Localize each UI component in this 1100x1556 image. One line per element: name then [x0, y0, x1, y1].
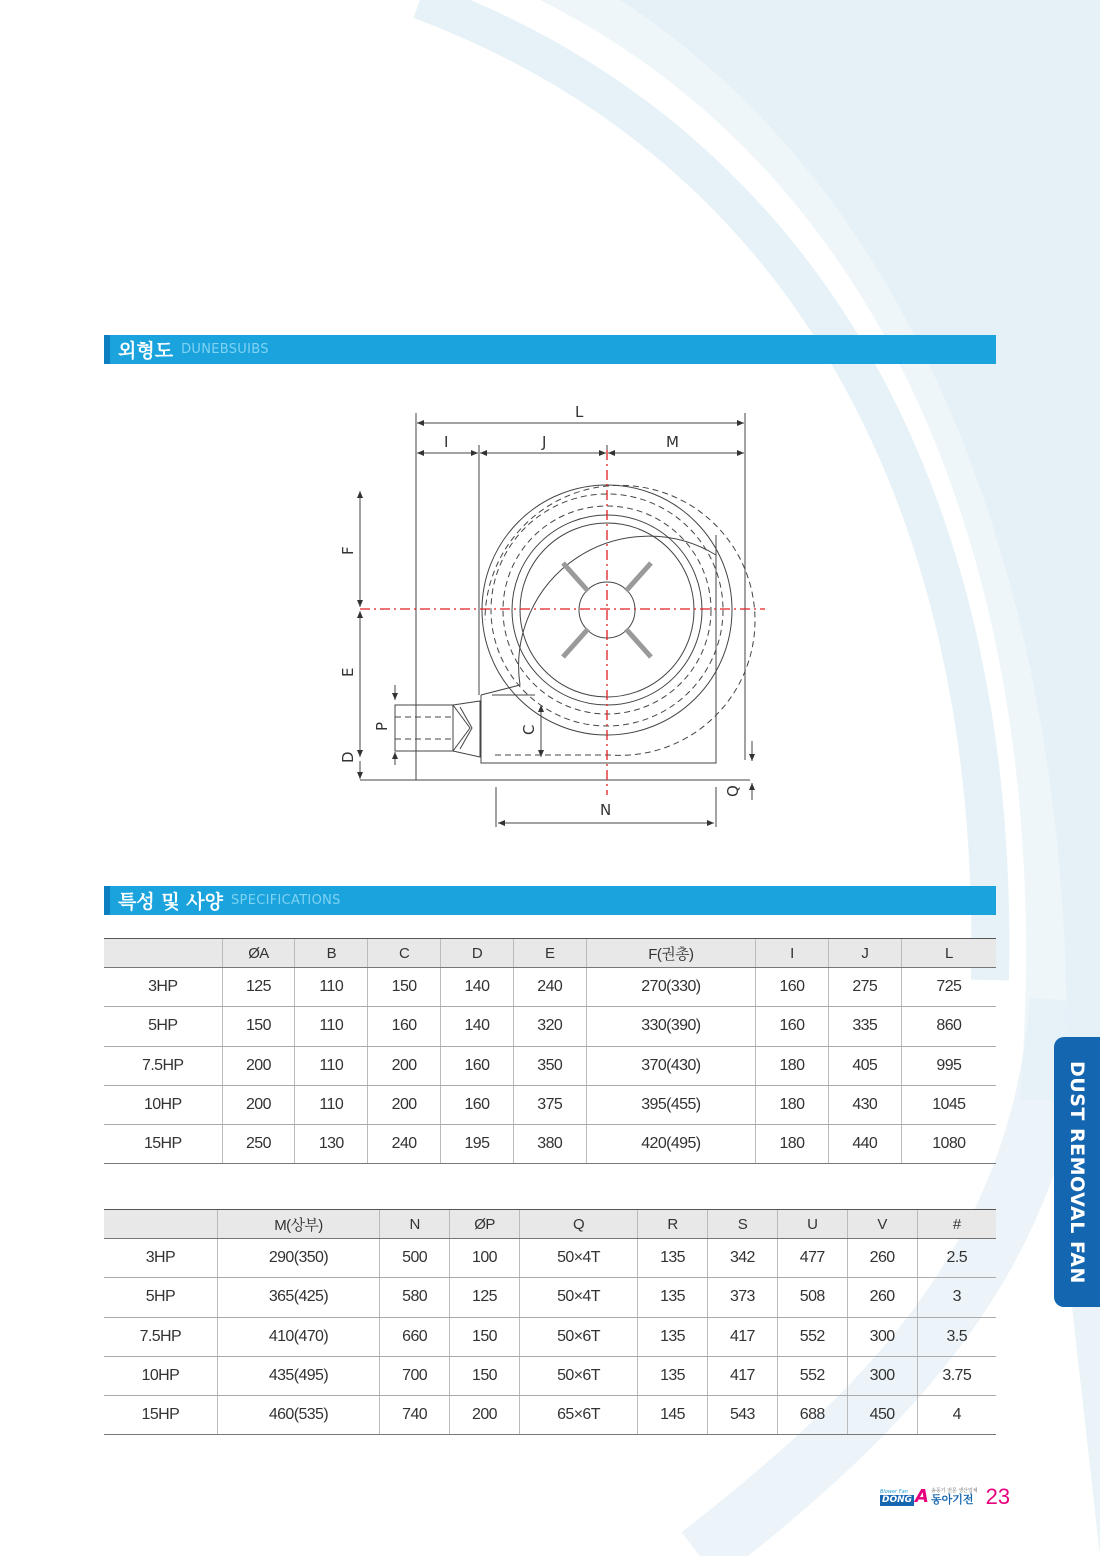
dim-label-J: J [542, 433, 547, 451]
table-cell: 460(535) [217, 1396, 379, 1435]
column-header: D [441, 939, 514, 968]
dim-label-L: L [575, 403, 584, 421]
table-cell: 100 [450, 1239, 520, 1278]
table-cell: 240 [513, 968, 586, 1007]
table-cell: 200 [222, 1046, 295, 1085]
table-cell: 373 [707, 1278, 777, 1317]
table-cell: 380 [513, 1125, 586, 1164]
table-cell: 150 [222, 1007, 295, 1046]
table-cell: 500 [380, 1239, 450, 1278]
table-cell: 110 [295, 1046, 368, 1085]
row-model: 15HP [104, 1396, 217, 1435]
table-cell: 50×6T [519, 1356, 637, 1395]
dim-label-E: E [339, 667, 357, 677]
table-cell: 250 [222, 1125, 295, 1164]
table-row [104, 1239, 996, 1278]
dust-removal-fan-tab [1054, 1037, 1100, 1307]
column-header: V [847, 1210, 917, 1239]
dim-label-F: F [339, 546, 357, 555]
table-cell: 440 [828, 1125, 901, 1164]
table-cell: 160 [756, 1007, 829, 1046]
spec-table-2 [104, 1209, 996, 1435]
table-cell: 130 [295, 1125, 368, 1164]
table-cell: 417 [707, 1317, 777, 1356]
table-cell: 3 [917, 1278, 996, 1317]
row-model: 5HP [104, 1278, 217, 1317]
spec-table-2-header [104, 1210, 996, 1239]
table-cell: 300 [847, 1356, 917, 1395]
table-cell: 160 [441, 1046, 514, 1085]
table-cell: 150 [450, 1356, 520, 1395]
table-cell: 365(425) [217, 1278, 379, 1317]
table-cell: 3.75 [917, 1356, 996, 1395]
table-cell: 240 [368, 1125, 441, 1164]
table-cell: 3.5 [917, 1317, 996, 1356]
column-header: N [380, 1210, 450, 1239]
table-cell: 200 [450, 1396, 520, 1435]
dim-label-C: C [520, 724, 538, 735]
table-cell: 375 [513, 1085, 586, 1124]
table-cell: 330(390) [586, 1007, 755, 1046]
row-model: 10HP [104, 1085, 222, 1124]
outline-title-en: DUNEBSUIBS [181, 342, 269, 357]
donga-logo [880, 1488, 978, 1506]
table-cell: 320 [513, 1007, 586, 1046]
table-cell: 688 [777, 1396, 847, 1435]
table-cell: 200 [222, 1085, 295, 1124]
table-cell: 65×6T [519, 1396, 637, 1435]
dim-label-P: P [373, 721, 391, 731]
table-cell: 195 [441, 1125, 514, 1164]
table-cell: 700 [380, 1356, 450, 1395]
column-header: L [901, 939, 996, 968]
side-tab-label: DUST REMOVAL FAN [1066, 1060, 1088, 1284]
table-cell: 135 [638, 1239, 708, 1278]
table-cell: 660 [380, 1317, 450, 1356]
column-header: B [295, 939, 368, 968]
row-model: 7.5HP [104, 1317, 217, 1356]
dim-label-M: M [666, 433, 679, 451]
column-header: Q [519, 1210, 637, 1239]
table-cell: 150 [368, 968, 441, 1007]
footer [880, 1484, 1010, 1510]
table-cell: 110 [295, 1085, 368, 1124]
table-cell: 580 [380, 1278, 450, 1317]
column-header: J [828, 939, 901, 968]
specs-title-en: SPECIFICATIONS [231, 893, 341, 908]
fan-outline-drawing [320, 395, 790, 835]
dim-label-N: N [600, 801, 612, 819]
table-cell: 370(430) [586, 1046, 755, 1085]
column-header [104, 939, 222, 968]
table-cell: 180 [756, 1125, 829, 1164]
table-cell: 150 [450, 1317, 520, 1356]
column-header: U [777, 1210, 847, 1239]
table-cell: 740 [380, 1396, 450, 1435]
logo-slogan: 송풍기 전문 생산업체 [930, 1488, 978, 1494]
table-cell: 543 [707, 1396, 777, 1435]
row-model: 10HP [104, 1356, 217, 1395]
dim-label-I: I [444, 433, 449, 451]
column-header: M(상부) [217, 1210, 379, 1239]
table-cell: 180 [756, 1085, 829, 1124]
table-cell: 160 [368, 1007, 441, 1046]
table-cell: 125 [222, 968, 295, 1007]
table-cell: 725 [901, 968, 996, 1007]
table-row [104, 1396, 996, 1435]
table-cell: 342 [707, 1239, 777, 1278]
column-header: ØP [450, 1210, 520, 1239]
table-cell: 200 [368, 1046, 441, 1085]
table-cell: 860 [901, 1007, 996, 1046]
table-cell: 160 [756, 968, 829, 1007]
table-cell: 260 [847, 1278, 917, 1317]
table-cell: 125 [450, 1278, 520, 1317]
table-cell: 435(495) [217, 1356, 379, 1395]
row-model: 5HP [104, 1007, 222, 1046]
row-model: 3HP [104, 1239, 217, 1278]
table-cell: 1045 [901, 1085, 996, 1124]
logo-dong: DONG [882, 1495, 913, 1505]
table-cell: 275 [828, 968, 901, 1007]
table-cell: 395(455) [586, 1085, 755, 1124]
table-cell: 260 [847, 1239, 917, 1278]
dim-label-D: D [339, 751, 357, 763]
table-cell: 135 [638, 1356, 708, 1395]
table-row [104, 1046, 996, 1085]
table-cell: 270(330) [586, 968, 755, 1007]
column-header: ØA [222, 939, 295, 968]
table-cell: 508 [777, 1278, 847, 1317]
row-model: 7.5HP [104, 1046, 222, 1085]
table-cell: 1080 [901, 1125, 996, 1164]
table-row [104, 1278, 996, 1317]
logo-company-name: 동아기전 [930, 1493, 974, 1506]
outline-title-ko: 외형도 [118, 340, 174, 362]
outline-section-header [104, 335, 996, 364]
column-header: E [513, 939, 586, 968]
column-header [104, 1210, 217, 1239]
table-cell: 200 [368, 1085, 441, 1124]
table-cell: 410(470) [217, 1317, 379, 1356]
table-cell: 552 [777, 1317, 847, 1356]
table-cell: 110 [295, 1007, 368, 1046]
table-row [104, 1125, 996, 1164]
table-cell: 420(495) [586, 1125, 755, 1164]
row-model: 15HP [104, 1125, 222, 1164]
table-cell: 430 [828, 1085, 901, 1124]
table-cell: 145 [638, 1396, 708, 1435]
table-cell: 300 [847, 1317, 917, 1356]
column-header: R [638, 1210, 708, 1239]
table-cell: 350 [513, 1046, 586, 1085]
table-cell: 290(350) [217, 1239, 379, 1278]
table-cell: 50×6T [519, 1317, 637, 1356]
table-row [104, 1007, 996, 1046]
specs-section-header [104, 886, 996, 915]
table-cell: 135 [638, 1317, 708, 1356]
table-cell: 110 [295, 968, 368, 1007]
table-row [104, 968, 996, 1007]
table-row [104, 1356, 996, 1395]
spec-table-1-header [104, 939, 996, 968]
table-cell: 477 [777, 1239, 847, 1278]
table-row [104, 1317, 996, 1356]
table-cell: 180 [756, 1046, 829, 1085]
logo-a: A [915, 1486, 929, 1507]
logo-tag: Blower Fan [880, 1489, 908, 1495]
column-header: S [707, 1210, 777, 1239]
table-cell: 450 [847, 1396, 917, 1435]
table-cell: 50×4T [519, 1278, 637, 1317]
table-row [104, 1085, 996, 1124]
dim-label-Q: Q [724, 785, 742, 797]
column-header: # [917, 1210, 996, 1239]
column-header: I [756, 939, 829, 968]
table-cell: 140 [441, 968, 514, 1007]
row-model: 3HP [104, 968, 222, 1007]
table-cell: 405 [828, 1046, 901, 1085]
specs-title-ko: 특성 및 사양 [118, 891, 223, 913]
table-cell: 160 [441, 1085, 514, 1124]
table-cell: 335 [828, 1007, 901, 1046]
table-cell: 135 [638, 1278, 708, 1317]
page-number: 23 [985, 1484, 1011, 1509]
table-cell: 995 [901, 1046, 996, 1085]
table-cell: 140 [441, 1007, 514, 1046]
table-cell: 552 [777, 1356, 847, 1395]
table-cell: 2.5 [917, 1239, 996, 1278]
spec-table-1 [104, 938, 996, 1164]
column-header: C [368, 939, 441, 968]
table-cell: 4 [917, 1396, 996, 1435]
column-header: F(권총) [586, 939, 755, 968]
table-cell: 417 [707, 1356, 777, 1395]
table-cell: 50×4T [519, 1239, 637, 1278]
